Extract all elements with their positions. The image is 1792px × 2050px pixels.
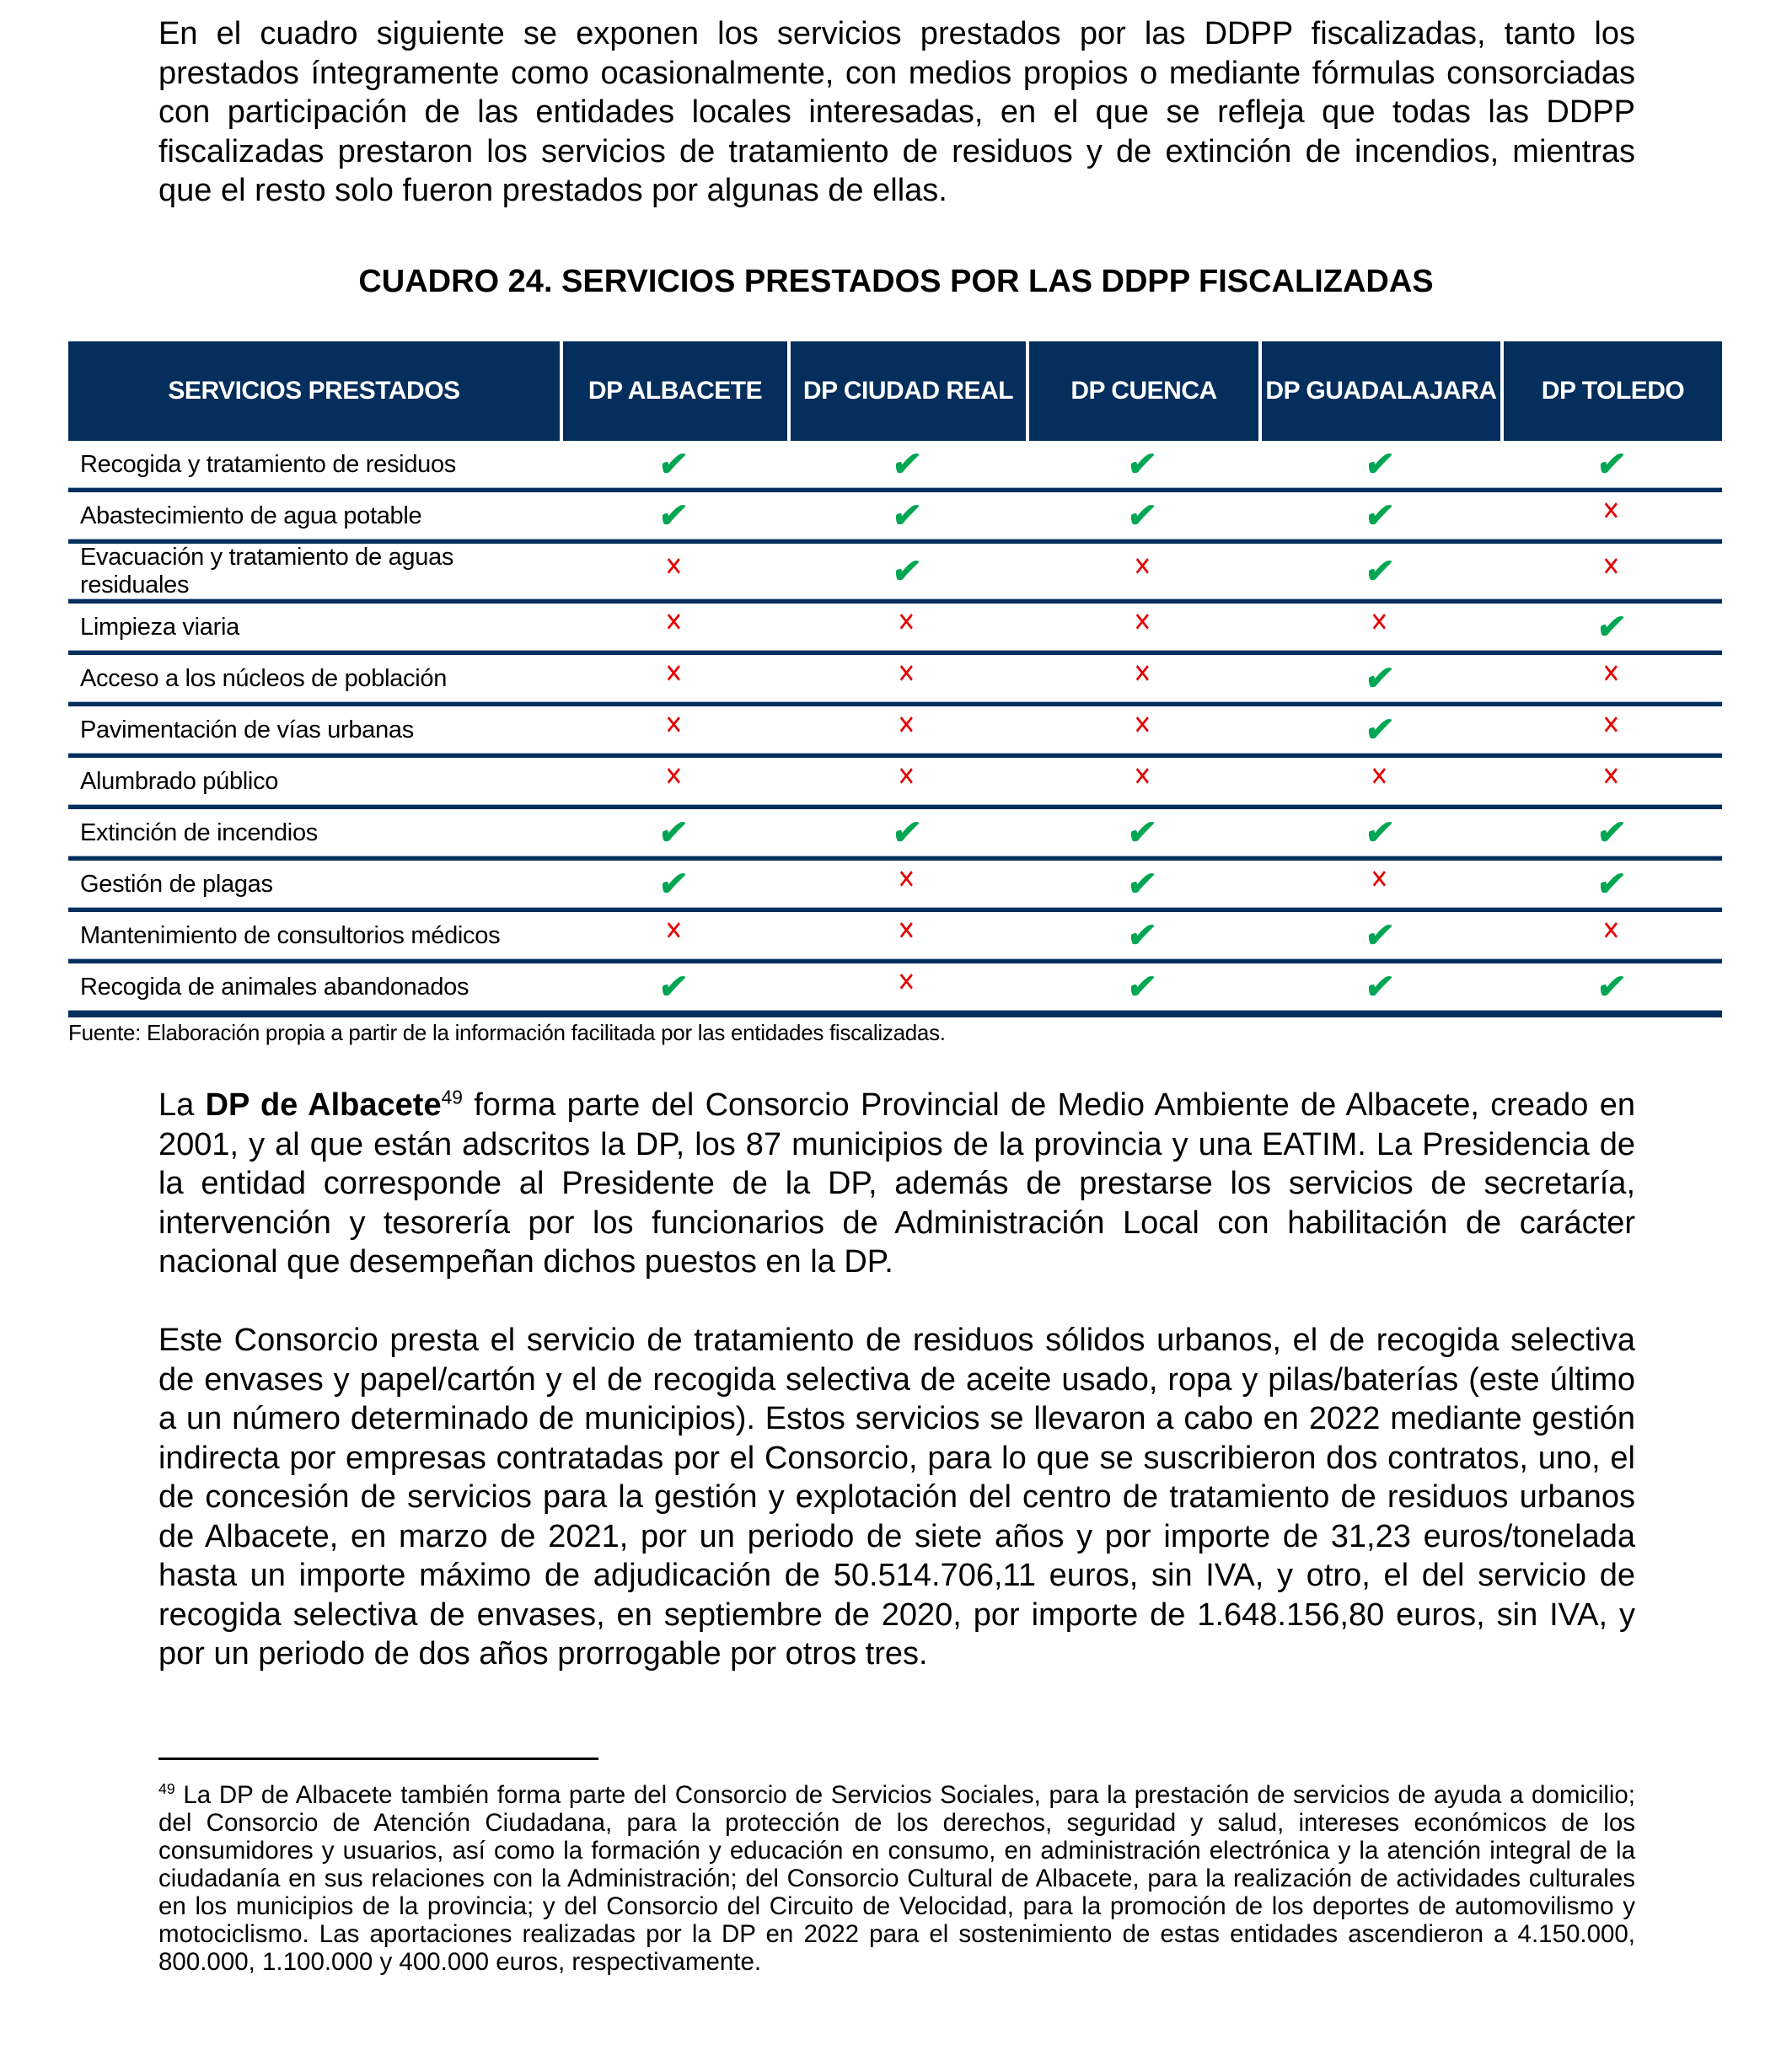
cell-dp-guadalajara — [1258, 912, 1500, 963]
cross-icon: ✕ — [1602, 761, 1621, 792]
checkmark-icon: ✔ — [657, 969, 690, 1006]
cross-icon: ✕ — [664, 551, 683, 582]
cell-dp-guadalajara — [1258, 809, 1500, 861]
cell-dp-albacete — [560, 912, 787, 963]
cell-dp-albacete — [560, 655, 787, 706]
cross-icon: ✕ — [1133, 658, 1151, 689]
header-dp-cuenca: DP CUENCA — [1026, 341, 1258, 441]
cell-dp-cuenca — [1026, 604, 1258, 655]
service-name: Recogida y tratamiento de residuos — [68, 441, 560, 492]
cell-dp-guadalajara — [1258, 655, 1500, 706]
checkmark-icon: ✔ — [1125, 497, 1159, 534]
table-row — [68, 655, 1722, 706]
cross-icon: ✕ — [897, 607, 916, 637]
checkmark-icon: ✔ — [1125, 969, 1159, 1006]
service-name: Mantenimiento de consultorios médicos — [68, 912, 560, 963]
table-row — [68, 963, 1722, 1017]
cell-dp-cuenca — [1026, 492, 1258, 544]
cell-dp-ciudad-real — [787, 544, 1026, 604]
cell-dp-guadalajara — [1258, 861, 1500, 912]
cell-dp-ciudad-real — [787, 604, 1026, 655]
cell-dp-ciudad-real — [787, 758, 1026, 809]
service-name: Alumbrado público — [68, 758, 560, 809]
albacete-paragraph — [158, 1086, 1635, 1282]
footnote-reference[interactable]: 49 — [441, 1086, 463, 1108]
cross-icon: ✕ — [664, 915, 683, 946]
checkmark-icon: ✔ — [1362, 553, 1397, 590]
albacete-bold-name: DP de Albacete — [205, 1087, 442, 1123]
header-dp-ciudad-real: DP CIUDAD REAL — [787, 341, 1026, 441]
table-row — [68, 912, 1722, 963]
cell-dp-cuenca — [1026, 544, 1258, 604]
checkmark-icon: ✔ — [1362, 969, 1397, 1006]
header-dp-guadalajara: DP GUADALAJARA — [1258, 341, 1500, 441]
service-name: Abastecimiento de agua potable — [68, 492, 560, 544]
table-title: CUADRO 24. SERVICIOS PRESTADOS POR LAS DDPP FISCALIZADAS — [358, 264, 1434, 299]
checkmark-icon: ✔ — [1362, 446, 1397, 483]
cell-dp-ciudad-real — [787, 912, 1026, 963]
cross-icon: ✕ — [1133, 607, 1151, 637]
cell-dp-toledo — [1500, 655, 1722, 706]
cell-dp-toledo — [1500, 544, 1722, 604]
table-row — [68, 604, 1722, 655]
cell-dp-cuenca — [1026, 809, 1258, 861]
cross-icon: ✕ — [1602, 496, 1621, 526]
table-source-note: Fuente: Elaboración propia a partir de la información facilitada por las entidades fiscalizadas. — [68, 1020, 946, 1045]
table-row — [68, 861, 1722, 912]
cross-icon: ✕ — [897, 710, 916, 740]
cell-dp-guadalajara — [1258, 544, 1500, 604]
cell-dp-toledo — [1500, 604, 1722, 655]
albacete-prefix: La — [158, 1087, 206, 1123]
cell-dp-toledo — [1500, 809, 1722, 861]
cell-dp-albacete — [560, 544, 787, 604]
cell-dp-cuenca — [1026, 861, 1258, 912]
service-name: Recogida de animales abandonados — [68, 963, 560, 1017]
checkmark-icon: ✔ — [1594, 969, 1628, 1006]
cell-dp-ciudad-real — [787, 441, 1026, 492]
checkmark-icon: ✔ — [657, 866, 690, 903]
checkmark-icon: ✔ — [1125, 814, 1159, 851]
cross-icon: ✕ — [1133, 551, 1151, 582]
service-name: Acceso a los núcleos de población — [68, 655, 560, 706]
consorcio-paragraph: Este Consorcio presta el servicio de tratamiento de residuos sólidos urbanos, el de recogida selectiva de envases y papel/cartón y el de recogida selectiva de aceite usado, ropa y pilas/baterías (este último a un número determinado de municipios). Estos servicios se llevaron a cabo en 2022 mediante gestión indirecta por empresas contratadas por el Consorcio, para lo que se suscribieron dos contratos, uno, el de concesión de servicios para la gestión y explotación del centro de tratamiento de residuos urbanos de Albacete, en marzo de 2021, por un periodo de siete años y por importe de 31,23 euros/tonelada hasta un importe máximo de adjudicación de 50.514.706,11 euros, sin IVA, y otro, el del servicio de recogida selectiva de envases, en septiembre de 2020, por importe de 1.648.156,80 euros, sin IVA, y por un periodo de dos años prorrogable por otros tres. — [158, 1323, 1635, 1672]
cell-dp-ciudad-real — [787, 706, 1026, 758]
checkmark-icon: ✔ — [1125, 446, 1159, 483]
cell-dp-albacete — [560, 706, 787, 758]
footnote-number: 49 — [158, 1780, 175, 1798]
cell-dp-guadalajara — [1258, 706, 1500, 758]
cross-icon: ✕ — [1370, 607, 1389, 637]
checkmark-icon: ✔ — [889, 814, 924, 851]
service-name: Evacuación y tratamiento de aguas residuales — [68, 544, 560, 604]
cell-dp-guadalajara — [1258, 604, 1500, 655]
cell-dp-toledo — [1500, 758, 1722, 809]
footnote-text: La DP de Albacete también forma parte del Consorcio de Servicios Sociales, para la prestación de servicios de ayuda a domicilio; del Consorcio de Atención Ciudadana, para la protección de los derechos, seguridad y salud, intereses económicos de los consumidores y usuarios, así como la formación y educación en consumo, en administración electrónica y la atención integral de la ciudadanía en sus relaciones con la Administración; del Consorcio Cultural de Albacete, para la realización de actividades culturales en los municipios de la provincia; y del Consorcio del Circuito de Velocidad, para la promoción de los deportes de automovilismo y motociclismo. Las aportaciones realizadas por la DP en 2022 para el sostenimiento de estas entidades ascendieron a 4.150.000, 800.000, 1.100.000 y 400.000 euros, respectivamente. — [158, 1781, 1635, 1976]
cell-dp-toledo — [1500, 492, 1722, 544]
checkmark-icon: ✔ — [889, 497, 924, 534]
header-dp-albacete: DP ALBACETE — [560, 341, 787, 441]
checkmark-icon: ✔ — [1125, 917, 1159, 954]
checkmark-icon: ✔ — [889, 553, 924, 590]
checkmark-icon: ✔ — [1594, 609, 1628, 646]
cell-dp-albacete — [560, 809, 787, 861]
service-name: Extinción de incendios — [68, 809, 560, 861]
cell-dp-albacete — [560, 441, 787, 492]
table-row — [68, 809, 1722, 861]
cross-icon: ✕ — [664, 710, 683, 740]
cross-icon: ✕ — [897, 967, 916, 997]
cross-icon: ✕ — [1602, 915, 1621, 946]
cross-icon: ✕ — [1133, 710, 1151, 740]
cross-icon: ✕ — [1602, 710, 1621, 740]
albacete-rest: forma parte del Consorcio Provincial de Medio Ambiente de Albacete, creado en 2001, y al que están adscritos la DP, los 87 municipios de la provincia y una EATIM. La Presidencia de la entidad corresponde al Presidente de la DP, además de prestarse los servicios de secretaría, intervención y tesorería por los funcionarios de Administración Local con habilitación de carácter nacional que desempeñan dichos puestos en la DP. — [158, 1087, 1635, 1280]
cross-icon: ✕ — [1602, 658, 1621, 689]
cross-icon: ✕ — [1370, 864, 1389, 894]
cell-dp-albacete — [560, 604, 787, 655]
cell-dp-toledo — [1500, 706, 1722, 758]
cell-dp-cuenca — [1026, 655, 1258, 706]
table-row — [68, 492, 1722, 544]
cross-icon: ✕ — [897, 915, 916, 946]
table-row — [68, 544, 1722, 604]
services-table — [68, 341, 1722, 1017]
checkmark-icon: ✔ — [1362, 711, 1397, 749]
checkmark-icon: ✔ — [1362, 917, 1397, 954]
cell-dp-cuenca — [1026, 706, 1258, 758]
intro-paragraph: En el cuadro siguiente se exponen los servicios prestados por las DDPP fiscalizadas, tanto los prestados íntegramente como ocasionalmente, con medios propios o mediante fórmulas consorciadas con participación de las entidades locales interesadas, en el que se refleja que todas las DDPP fiscalizadas prestaron los servicios de tratamiento de residuos y de extinción de incendios, mientras que el resto solo fueron prestados por algunas de ellas. — [158, 16, 1635, 208]
cell-dp-toledo — [1500, 441, 1722, 492]
service-name: Pavimentación de vías urbanas — [68, 706, 560, 758]
footnote-separator — [158, 1758, 598, 1760]
cell-dp-cuenca — [1026, 441, 1258, 492]
cross-icon: ✕ — [1602, 551, 1621, 582]
cell-dp-cuenca — [1026, 912, 1258, 963]
cell-dp-guadalajara — [1258, 963, 1500, 1017]
cell-dp-guadalajara — [1258, 492, 1500, 544]
cell-dp-ciudad-real — [787, 809, 1026, 861]
cross-icon: ✕ — [664, 658, 683, 689]
cross-icon: ✕ — [897, 864, 916, 894]
cell-dp-toledo — [1500, 912, 1722, 963]
cell-dp-cuenca — [1026, 758, 1258, 809]
table-body — [68, 441, 1722, 1017]
checkmark-icon: ✔ — [1594, 446, 1628, 483]
checkmark-icon: ✔ — [657, 446, 690, 483]
cell-dp-toledo — [1500, 963, 1722, 1017]
cross-icon: ✕ — [664, 761, 683, 792]
checkmark-icon: ✔ — [1362, 814, 1397, 851]
cell-dp-toledo — [1500, 861, 1722, 912]
checkmark-icon: ✔ — [657, 497, 690, 534]
cell-dp-ciudad-real — [787, 655, 1026, 706]
cross-icon: ✕ — [897, 761, 916, 792]
checkmark-icon: ✔ — [1362, 497, 1397, 534]
header-dp-toledo: DP TOLEDO — [1500, 341, 1722, 441]
cell-dp-guadalajara — [1258, 758, 1500, 809]
table-row — [68, 441, 1722, 492]
service-name: Gestión de plagas — [68, 861, 560, 912]
cell-dp-albacete — [560, 861, 787, 912]
checkmark-icon: ✔ — [1125, 866, 1159, 903]
service-name: Limpieza viaria — [68, 604, 560, 655]
cross-icon: ✕ — [1370, 761, 1389, 792]
table-header-row — [68, 341, 1722, 441]
cell-dp-albacete — [560, 963, 787, 1017]
header-services: SERVICIOS PRESTADOS — [68, 341, 560, 441]
cell-dp-ciudad-real — [787, 861, 1026, 912]
checkmark-icon: ✔ — [1362, 660, 1397, 697]
cell-dp-albacete — [560, 758, 787, 809]
table-row — [68, 706, 1722, 758]
cell-dp-guadalajara — [1258, 441, 1500, 492]
checkmark-icon: ✔ — [1594, 866, 1628, 903]
cross-icon: ✕ — [897, 658, 916, 689]
checkmark-icon: ✔ — [1594, 814, 1628, 851]
table-row — [68, 758, 1722, 809]
cell-dp-ciudad-real — [787, 492, 1026, 544]
checkmark-icon: ✔ — [889, 446, 924, 483]
cell-dp-albacete — [560, 492, 787, 544]
cross-icon: ✕ — [1133, 761, 1151, 792]
cell-dp-cuenca — [1026, 963, 1258, 1017]
footnote — [158, 1781, 1635, 1976]
cross-icon: ✕ — [664, 607, 683, 637]
checkmark-icon: ✔ — [657, 814, 690, 851]
cell-dp-ciudad-real — [787, 963, 1026, 1017]
